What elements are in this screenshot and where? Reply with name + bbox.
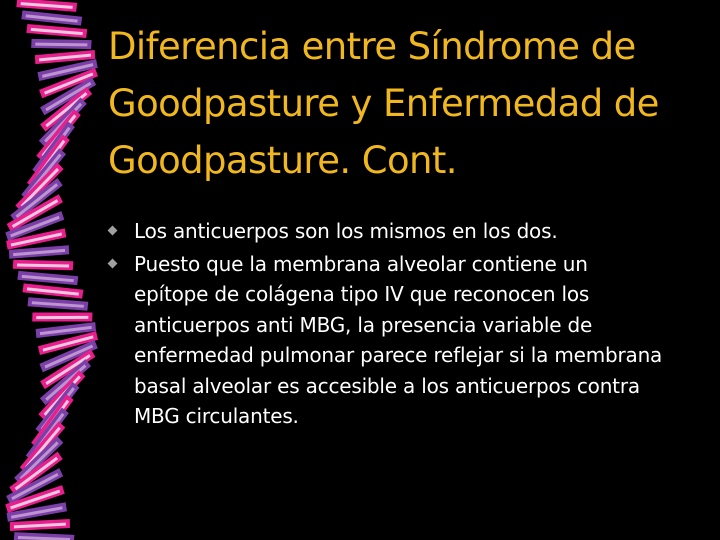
diamond-bullet-icon: [108, 258, 118, 268]
decorative-ribbon-border: [0, 0, 110, 540]
bullet-text: Puesto que la membrana alveolar contiene un epítope de colágena tipo IV que reconocen los anticuerpos anti MBG, la presencia variable de enfermedad pulmonar parece reflejar si la membrana basal alveolar es accesible a los anticuerpos contra MBG circulantes.: [134, 251, 663, 428]
bullet-list: [108, 216, 668, 432]
slide-title: Diferencia entre Síndrome de Goodpasture y Enfermedad de Goodpasture. Cont.: [108, 25, 659, 182]
bullet-item: [108, 249, 668, 432]
diamond-bullet-icon: [108, 226, 118, 236]
bullet-text: Los anticuerpos son los mismos en los dos.: [134, 219, 558, 243]
bullet-item: [108, 216, 668, 247]
